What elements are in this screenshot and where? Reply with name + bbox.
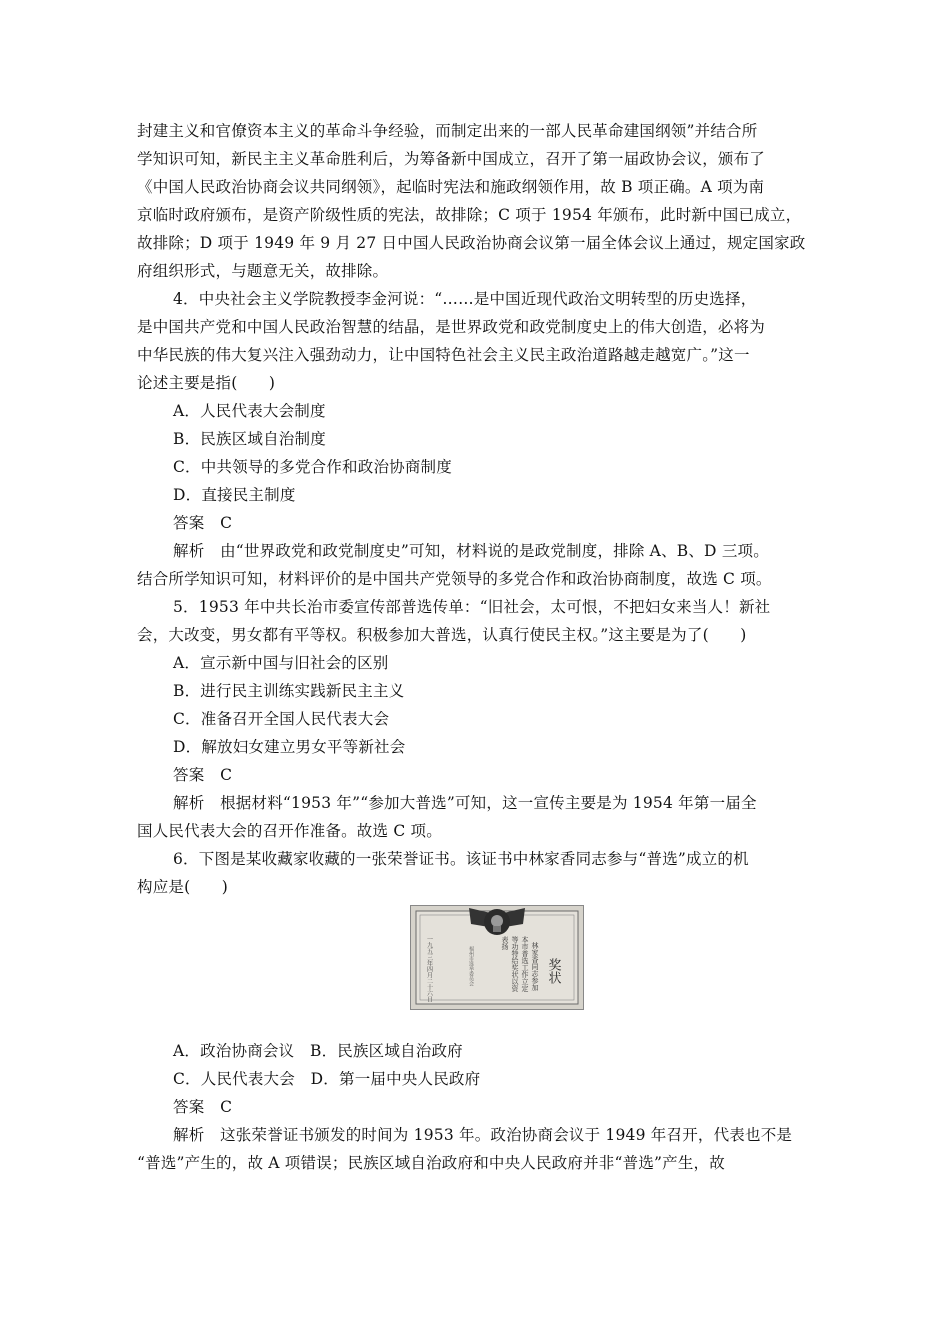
text-line: 结合所学知识可知，材料评价的是中国共产党领导的多党合作和政治协商制度，故选 C 项。 — [137, 570, 772, 588]
certificate-body-col: 本市普选工作立定 — [521, 936, 529, 992]
explanation: 解析 由“世界政党和政党制度史”可知，材料说的是政党制度，排除 A、B、D 三项。 — [173, 542, 769, 560]
explanation: 解析 根据材料“1953 年”“参加大普选”可知，这一宣传主要是为 1954 年第一届全 — [173, 794, 757, 812]
options-cd: C．人民代表大会 D．第一届中央人民政府 — [173, 1070, 481, 1088]
text-line: 论述主要是指( ) — [137, 374, 276, 392]
answer: 答案 C — [173, 514, 233, 532]
option-d: D．解放妇女建立男女平等新社会 — [173, 738, 406, 756]
certificate-body-col: 等功特给奖状以资 — [511, 936, 519, 992]
text-line: 故排除；D 项于 1949 年 9 月 27 日中国人民政治协商会议第一届全体会议上通过，规定国家政 — [137, 234, 806, 252]
honor-certificate-image — [410, 905, 584, 1010]
question-4-stem: 4．中央社会主义学院教授李金河说：“……是中国近现代政治文明转型的历史选择， — [173, 290, 757, 308]
option-a: A．人民代表大会制度 — [173, 402, 326, 420]
text-line: 京临时政府颁布，是资产阶级性质的宪法，故排除；C 项于 1954 年颁布，此时新中国已成立， — [137, 206, 802, 224]
options-ab: A．政治协商会议 B．民族区域自治政府 — [173, 1042, 463, 1060]
option-c: C．准备召开全国人民代表大会 — [173, 710, 390, 728]
certificate-issuer: 福州市选举委员会 — [468, 946, 474, 986]
explanation: 解析 这张荣誉证书颁发的时间为 1953 年。政治协商会议于 1949 年召开，代表也不是 — [173, 1126, 793, 1144]
text-line: 府组织形式，与题意无关，故排除。 — [137, 262, 389, 280]
certificate-body-col: 林家香同志参加 — [531, 942, 539, 991]
text-line: 封建主义和官僚资本主义的革命斗争经验，而制定出来的一部人民革命建国纲领”并结合所 — [137, 122, 758, 140]
certificate-body-col: 表扬 — [501, 936, 509, 950]
text-line: 国人民代表大会的召开作准备。故选 C 项。 — [137, 822, 442, 840]
question-6-stem: 6．下图是某收藏家收藏的一张荣誉证书。该证书中林家香同志参与“普选”成立的机 — [173, 850, 749, 868]
text-line: 中华民族的伟大复兴注入强劲动力，让中国特色社会主义民主政治道路越走越宽广。”这一 — [137, 346, 750, 364]
text-line: “普选”产生的，故 A 项错误；民族区域自治政府和中央人民政府并非“普选”产生，故 — [137, 1154, 725, 1172]
answer: 答案 C — [173, 1098, 233, 1116]
text-line: 会，大改变，男女都有平等权。积极参加大普选，认真行使民主权。”这主要是为了( ) — [137, 626, 747, 644]
option-a: A．宣示新中国与旧社会的区别 — [173, 654, 389, 672]
option-c: C．中共领导的多党合作和政治协商制度 — [173, 458, 452, 476]
text-line: 是中国共产党和中国人民政治智慧的结晶，是世界政党和政党制度史上的伟大创造，必将为 — [137, 318, 766, 336]
text-line: 构应是( ) — [137, 878, 228, 896]
question-5-stem: 5．1953 年中共长治市委宣传部普选传单：“旧社会，太可恨，不把妇女来当人！新社 — [173, 598, 771, 616]
answer: 答案 C — [173, 766, 233, 784]
option-b: B．进行民主训练实践新民主主义 — [173, 682, 405, 700]
text-line: 学知识可知，新民主主义革命胜利后，为筹备新中国成立，召开了第一届政协会议，颁布了 — [137, 150, 766, 168]
certificate-date: 一九五三年四月二十六日 — [425, 936, 433, 1002]
option-b: B．民族区域自治制度 — [173, 430, 326, 448]
option-d: D．直接民主制度 — [173, 486, 296, 504]
certificate-title: 奖状 — [545, 958, 561, 984]
text-line: 《中国人民政治协商会议共同纲领》，起临时宪法和施政纲领作用，故 B 项正确。A 项为南 — [137, 178, 765, 196]
